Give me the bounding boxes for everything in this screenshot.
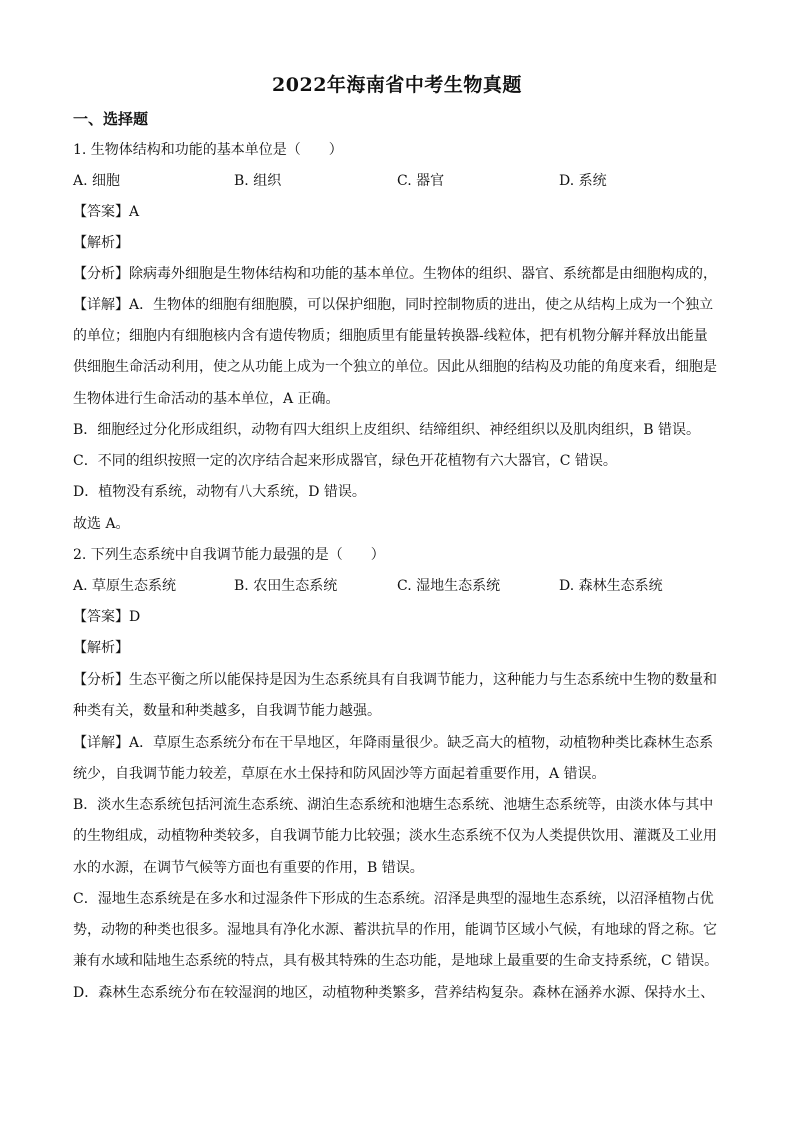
q1-text-line: 【分析】除病毒外细胞是生物体结构和功能的基本单位。生物体的组织、器官、系统都是由细胞构成的， (73, 266, 717, 282)
q1-option-c: C. 器官 (397, 173, 445, 189)
q2-text-line: B．淡水生态系统包括河流生态系统、湖泊生态系统和池塘生态系统、池塘生态系统等，由淡水体与其中 (73, 797, 714, 813)
q2-answer: 【答案】D (73, 609, 141, 625)
q2-option-d: D. 森林生态系统 (559, 578, 663, 594)
q2-analysis-label: 【解析】 (73, 640, 129, 656)
q2-text-line: 种类有关，数量和种类越多，自我调节能力越强。 (73, 703, 381, 719)
page-title: 2022年海南省中考生物真题 (272, 74, 522, 96)
q1-option-a: A. 细胞 (73, 173, 121, 189)
question-2-stem: 2. 下列生态系统中自我调节能力最强的是（ ） (73, 547, 385, 563)
q1-option-b: B. 组织 (234, 173, 282, 189)
q1-text-line: 供细胞生命活动利用，使之从功能上成为一个独立的单位。因此从细胞的结构及功能的角度来看，细胞是 (73, 359, 717, 375)
q1-text-line: C．不同的组织按照一定的次序结合起来形成器官，绿色开花植物有六大器官，C 错误。 (73, 453, 617, 469)
q1-text-line: 的单位；细胞内有细胞核内含有遗传物质；细胞质里有能量转换器-线粒体，把有机物分解并释放出能量 (73, 328, 708, 344)
q1-text-line: D．植物没有系统，动物有八大系统，D 错误。 (73, 484, 366, 500)
q2-text-line: C．湿地生态系统是在多水和过湿条件下形成的生态系统。沼泽是典型的湿地生态系统，以沼泽植物占优 (73, 891, 714, 907)
q1-text-line: 故选 A。 (73, 516, 130, 532)
section-heading: 一、选择题 (73, 110, 149, 128)
question-1-stem: 1. 生物体结构和功能的基本单位是（ ） (73, 142, 343, 158)
q1-analysis-label: 【解析】 (73, 235, 129, 251)
q2-text-line: 【分析】生态平衡之所以能保持是因为生态系统具有自我调节能力，这种能力与生态系统中生物的数量和 (73, 672, 717, 688)
q2-option-b: B. 农田生态系统 (234, 578, 338, 594)
q2-text-line: 统少，自我调节能力较差，草原在水土保持和防风固沙等方面起着重要作用，A 错误。 (73, 766, 606, 782)
q1-option-d: D. 系统 (559, 173, 607, 189)
q1-answer: 【答案】A (73, 204, 140, 220)
q2-text-line: D．森林生态系统分布在较湿润的地区，动植物种类繁多，营养结构复杂。森林在涵养水源、保持水土、 (73, 985, 715, 1001)
q2-option-c: C. 湿地生态系统 (397, 578, 501, 594)
q2-text-line: 势，动物的种类也很多。湿地具有净化水源、蓄洪抗旱的作用，能调节区域小气候，有地球的肾之称。它 (73, 922, 717, 938)
q2-text-line: 水的水源，在调节气候等方面也有重要的作用，B 错误。 (73, 860, 424, 876)
q2-option-a: A. 草原生态系统 (73, 578, 177, 594)
q2-text-line: 兼有水域和陆地生态系统的特点，具有极其特殊的生态功能，是地球上最重要的生命支持系统，C 错误。 (73, 953, 719, 969)
q1-text-line: B．细胞经过分化形成组织，动物有四大组织上皮组织、结缔组织、神经组织以及肌肉组织，B 错误。 (73, 422, 701, 438)
q1-text-line: 【详解】A．生物体的细胞有细胞膜，可以保护细胞，同时控制物质的进出，使之从结构上成为一个独立 (73, 297, 714, 313)
q1-text-line: 生物体进行生命活动的基本单位，A 正确。 (73, 391, 340, 407)
q2-text-line: 【详解】A．草原生态系统分布在干旱地区，年降雨量很少。缺乏高大的植物，动植物种类比森林生态系 (73, 735, 714, 751)
q2-text-line: 的生物组成，动植物种类较多，自我调节能力比较强；淡水生态系统不仅为人类提供饮用、灌溉及工业用 (73, 828, 717, 844)
